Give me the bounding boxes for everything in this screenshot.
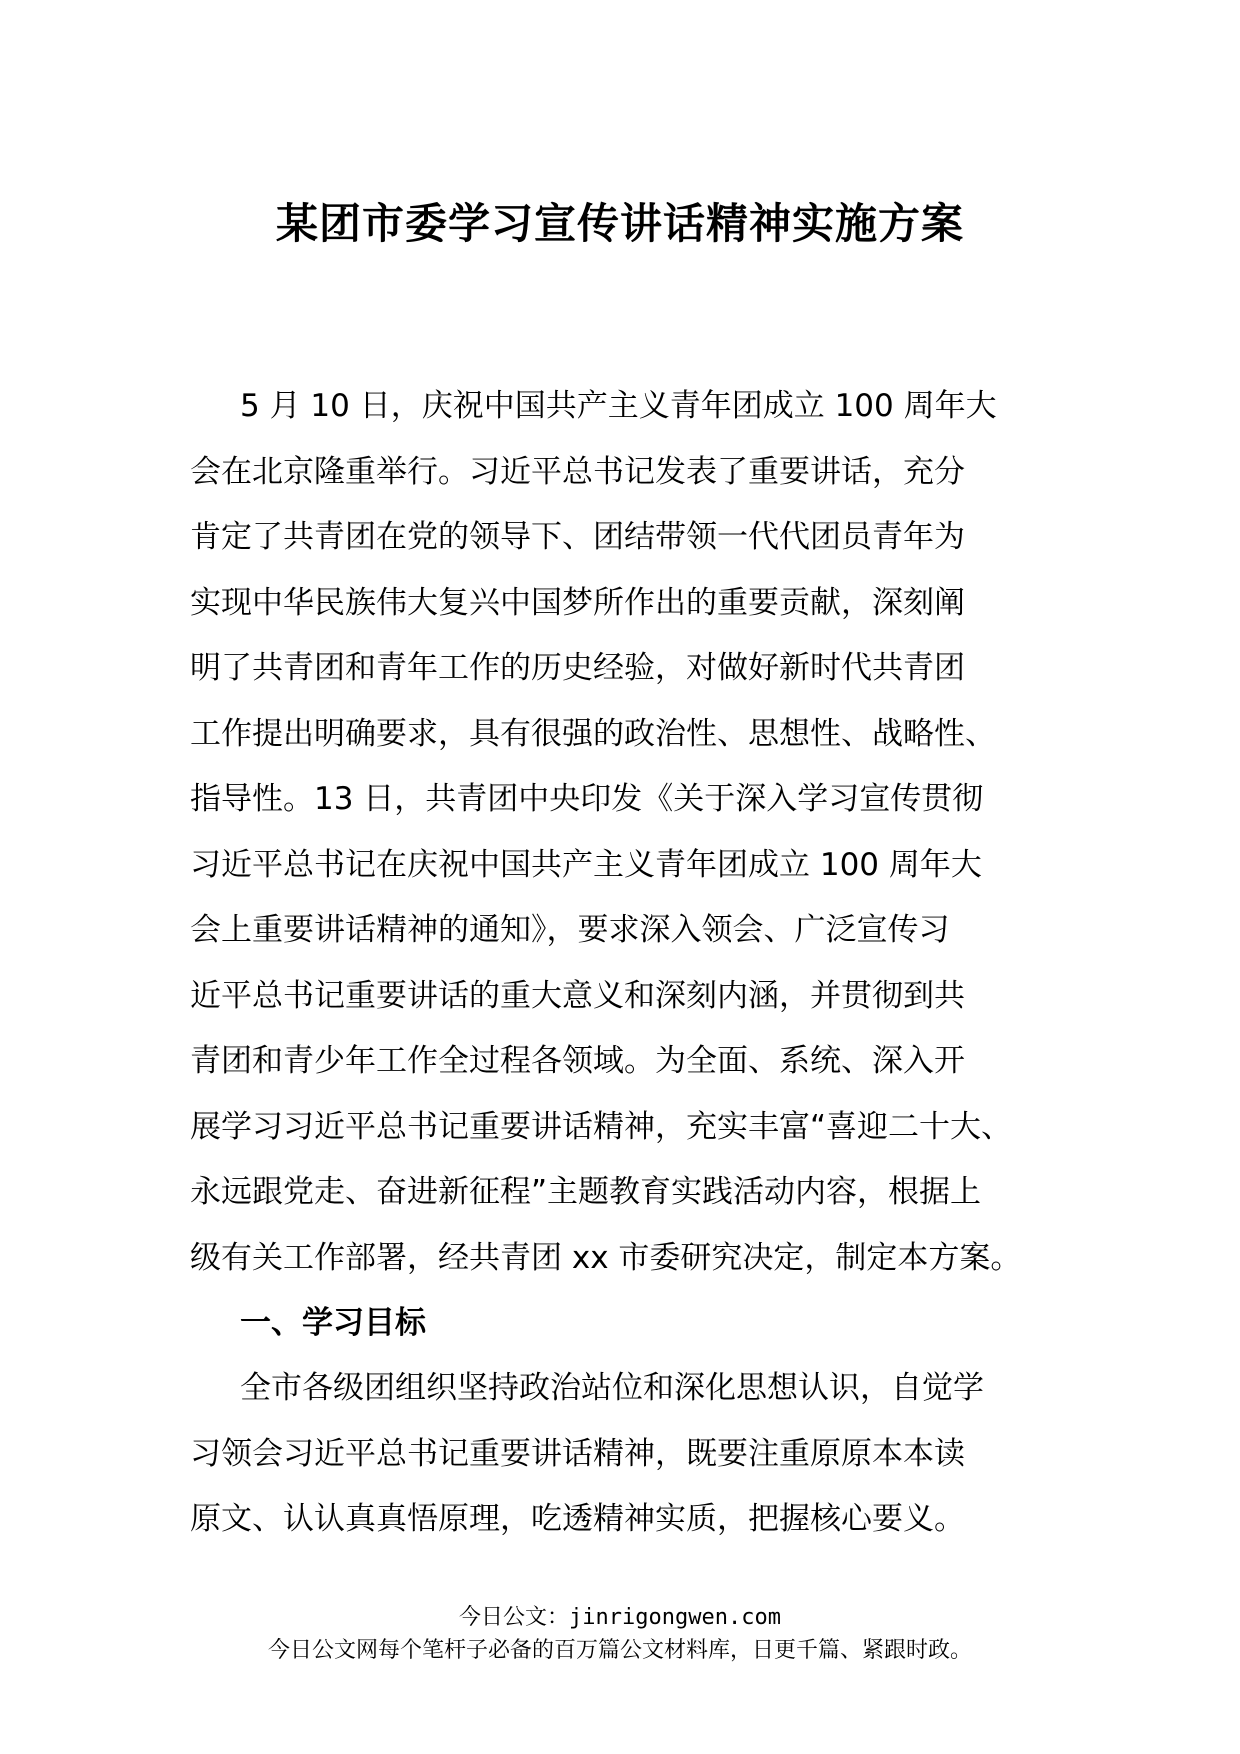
paragraph-line: 全市各级团组织坚持政治站位和深化思想认识，自觉学 (240, 1370, 984, 1406)
paragraph-line: 5 月 10 日，庆祝中国共产主义青年团成立 100 周年大 (240, 388, 997, 424)
paragraph-line: 会在北京隆重举行。习近平总书记发表了重要讲话，充分 (190, 453, 965, 490)
paragraph-line: 工作提出明确要求，具有很强的政治性、思想性、战略性、 (190, 715, 996, 752)
paragraph-line: 永远跟党走、奋进新征程”主题教育实践活动内容，根据上 (190, 1174, 982, 1210)
section-heading-text: 一、学习目标 (240, 1305, 426, 1341)
paragraph-line: 青团和青少年工作全过程各领域。为全面、系统、深入开 (190, 1043, 965, 1079)
section-heading (190, 1291, 1070, 1357)
footer-slogan: 今日公文网每个笔杆子必备的百万篇公文材料库，日更千篇、紧跟时政。 (267, 1638, 972, 1663)
paragraph-goals (190, 1356, 1070, 1553)
paragraph-line: 肯定了共青团在党的领导下、团结带领一代代团员青年为 (190, 519, 965, 555)
paragraph-line: 展学习习近平总书记重要讲话精神，充实丰富“喜迎二十大、 (190, 1108, 1013, 1145)
paragraph-line: 习近平总书记在庆祝中国共产主义青年团成立 100 周年大 (190, 846, 982, 883)
footer-url[interactable]: jinrigongwen.com (569, 1605, 781, 1630)
paragraph-line: 级有关工作部署，经共青团 xx 市委研究决定，制定本方案。 (190, 1239, 1022, 1276)
footer-source (0, 1603, 1240, 1633)
paragraph-line: 近平总书记重要讲话的重大意义和深刻内涵，并贯彻到共 (190, 977, 965, 1014)
paragraph-line: 会上重要讲话精神的通知》，要求深入领会、广泛宣传习 (190, 912, 950, 948)
paragraph-intro (190, 374, 1070, 1291)
paragraph-line: 指导性。13 日，共青团中央印发《关于深入学习宣传贯彻 (190, 781, 984, 817)
paragraph-line: 明了共青团和青年工作的历史经验，对做好新时代共青团 (190, 650, 965, 686)
paragraph-line: 实现中华民族伟大复兴中国梦所作出的重要贡献，深刻阐 (190, 584, 965, 621)
paragraph-line: 原文、认认真真悟原理，吃透精神实质，把握核心要义。 (190, 1501, 965, 1537)
paragraph-line: 习领会习近平总书记重要讲话精神，既要注重原原本本读 (190, 1435, 965, 1472)
document-title: 某团市委学习宣传讲话精神实施方案 (275, 199, 964, 248)
footer-label: 今日公文： (459, 1605, 570, 1630)
